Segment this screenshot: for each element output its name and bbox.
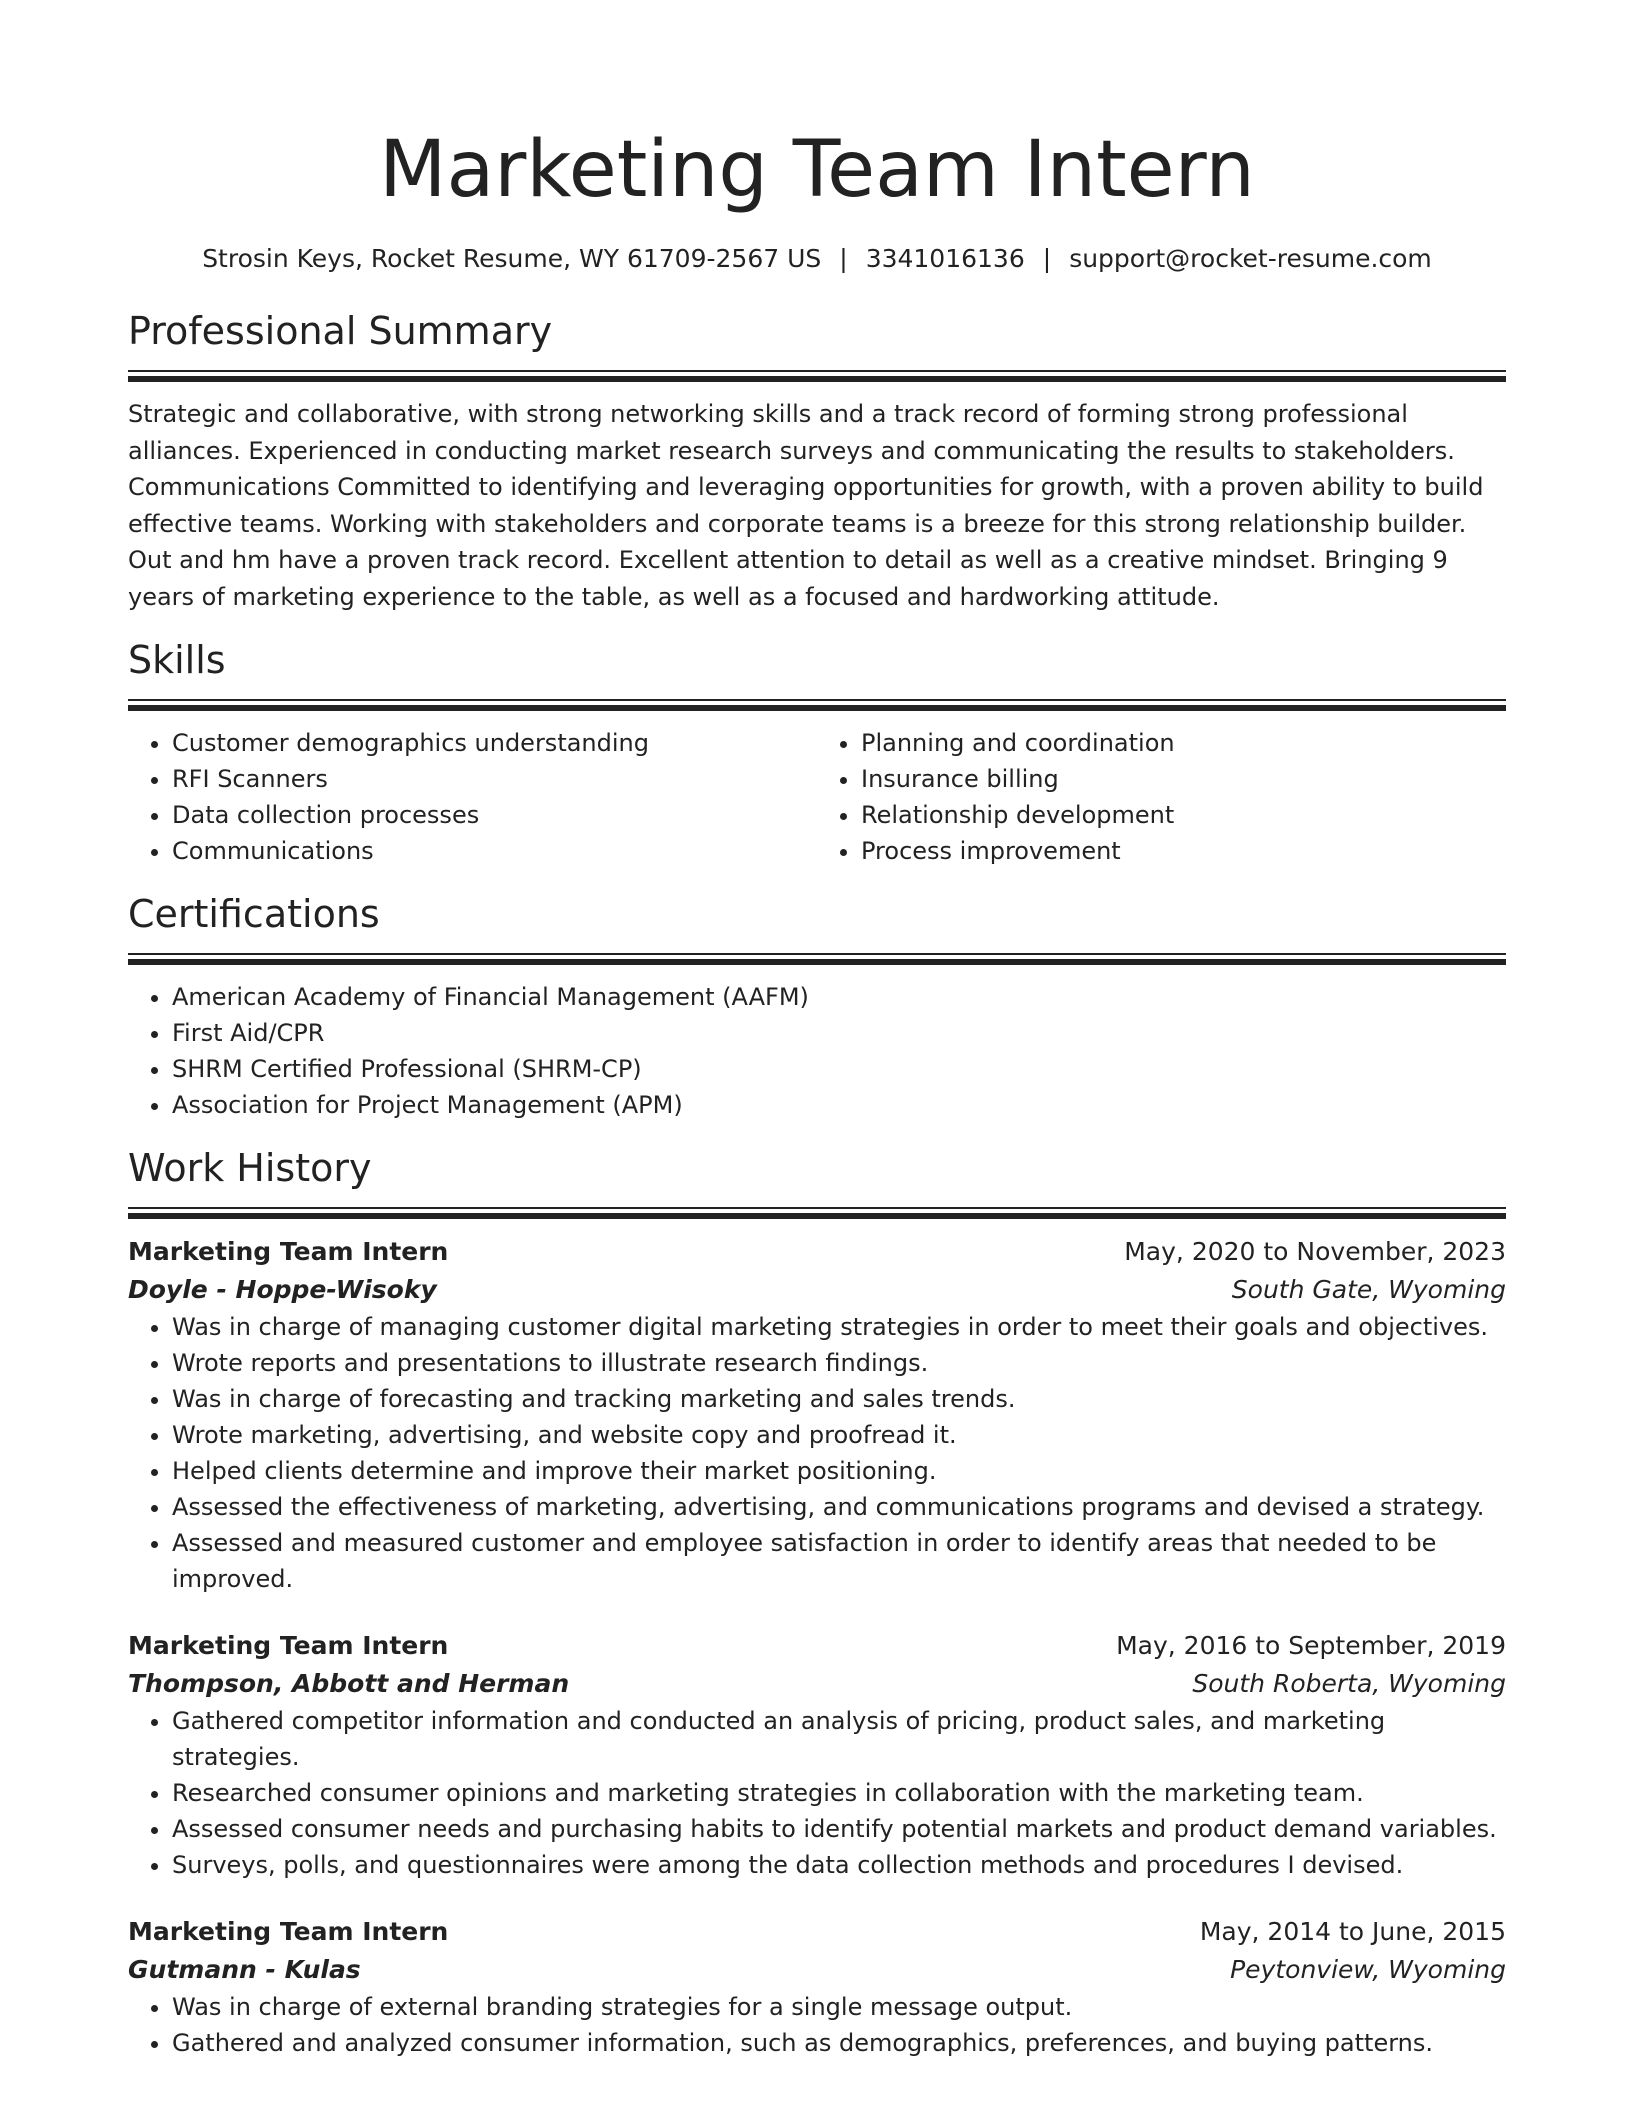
job-bullet: • Was in charge of managing customer digital marketing strategies in order to meet their goals and objectives.: [172, 1309, 1506, 1345]
certification-item: • American Academy of Financial Management (AAFM): [172, 979, 1506, 1015]
certification-item: • SHRM Certified Professional (SHRM-CP): [172, 1051, 1506, 1087]
skills-grid: [128, 725, 1506, 869]
certification-item: • First Aid/CPR: [172, 1015, 1506, 1051]
job-dates: May, 2014 to June, 2015: [1199, 1917, 1506, 1946]
summary-text: Strategic and collaborative, with strong networking skills and a track record of forming strong professional alliances. Experienced in conducting market research surveys and communicating the results to stakeholders. Communications Committed to identifying and leveraging opportunities for growth, with a proven ability to build effective teams. Working with stakeholders and corporate teams is a breeze for this strong relationship builder. Out and hm have a proven track record. Excellent attention to detail as well as a creative mindset. Bringing 9 years of marketing experience to the table, as well as a focused and hardworking attitude.: [128, 400, 1484, 611]
skill-item: • Customer demographics understanding: [172, 725, 817, 761]
section-divider: [128, 1207, 1506, 1219]
job-bullets: [128, 1989, 1506, 2061]
job-location: Peytonview, Wyoming: [1230, 1955, 1506, 1984]
certification-item: • Association for Project Management (APM): [172, 1087, 1506, 1123]
job-bullet: • Gathered competitor information and conducted an analysis of pricing, product sales, and marketing strategies.: [172, 1703, 1506, 1775]
job-bullet: • Assessed consumer needs and purchasing habits to identify potential markets and product demand variables.: [172, 1811, 1506, 1847]
skill-item: • Insurance billing: [861, 761, 1506, 797]
contact-line: [128, 242, 1506, 276]
job-bullet: • Assessed the effectiveness of marketing, advertising, and communications programs and devised a strategy.: [172, 1489, 1506, 1525]
contact-address: Strosin Keys, Rocket Resume, WY 61709-2567 US: [202, 244, 822, 273]
job-dates: May, 2020 to November, 2023: [1124, 1237, 1506, 1266]
job-bullets: [128, 1703, 1506, 1883]
summary-section: [128, 306, 1506, 615]
job-location: South Roberta, Wyoming: [1192, 1669, 1506, 1698]
job-bullet: • Wrote reports and presentations to illustrate research findings.: [172, 1345, 1506, 1381]
job-bullet: • Researched consumer opinions and marketing strategies in collaboration with the marketing team.: [172, 1775, 1506, 1811]
skill-item: • Data collection processes: [172, 797, 817, 833]
job-title: Marketing Team Intern: [128, 1631, 449, 1660]
job-bullet: • Assessed and measured customer and employee satisfaction in order to identify areas that needed to be improved.: [172, 1525, 1506, 1597]
job-entry: [128, 1913, 1506, 2061]
certifications-section: [128, 889, 1506, 1123]
skill-item: • Communications: [172, 833, 817, 869]
job-company-row: [128, 1951, 1506, 1989]
skills-list-right: [817, 725, 1506, 869]
skills-heading: Skills: [128, 638, 226, 682]
skills-section: [128, 635, 1506, 869]
job-bullet: • Surveys, polls, and questionnaires were among the data collection methods and procedures I devised.: [172, 1847, 1506, 1883]
job-header-row: [128, 1913, 1506, 1951]
job-bullet: • Gathered and analyzed consumer information, such as demographics, preferences, and buying patterns.: [172, 2025, 1506, 2061]
work-history-section: [128, 1143, 1506, 2061]
job-company-row: [128, 1665, 1506, 1703]
job-header-row: [128, 1627, 1506, 1665]
job-bullets: [128, 1309, 1506, 1597]
resume-page: [128, 0, 1506, 2061]
certifications-heading: Certifications: [128, 892, 380, 936]
contact-separator: |: [1042, 244, 1052, 273]
job-entry: [128, 1233, 1506, 1597]
contact-phone: 3341016136: [865, 244, 1025, 273]
job-bullet: • Was in charge of forecasting and tracking marketing and sales trends.: [172, 1381, 1506, 1417]
contact-email: support@rocket-resume.com: [1069, 244, 1432, 273]
job-company: Thompson, Abbott and Herman: [128, 1669, 570, 1698]
job-location: South Gate, Wyoming: [1231, 1275, 1506, 1304]
contact-separator: |: [839, 244, 848, 273]
skills-list-left: [128, 725, 817, 869]
job-bullet: • Was in charge of external branding strategies for a single message output.: [172, 1989, 1506, 2025]
work-history-heading: Work History: [128, 1146, 372, 1190]
skill-item: • Process improvement: [861, 833, 1506, 869]
skill-item: • RFI Scanners: [172, 761, 817, 797]
job-entry: [128, 1627, 1506, 1883]
job-company: Doyle - Hoppe-Wisoky: [128, 1275, 437, 1304]
section-divider: [128, 953, 1506, 965]
job-title: Marketing Team Intern: [128, 1917, 449, 1946]
job-company-row: [128, 1271, 1506, 1309]
job-company: Gutmann - Kulas: [128, 1955, 361, 1984]
section-divider: [128, 699, 1506, 711]
job-header-row: [128, 1233, 1506, 1271]
skill-item: • Planning and coordination: [861, 725, 1506, 761]
job-bullet: • Wrote marketing, advertising, and website copy and proofread it.: [172, 1417, 1506, 1453]
summary-heading: Professional Summary: [128, 309, 553, 353]
resume-title: Marketing Team Intern: [379, 125, 1255, 215]
job-dates: May, 2016 to September, 2019: [1116, 1631, 1506, 1660]
skill-item: • Relationship development: [861, 797, 1506, 833]
job-title: Marketing Team Intern: [128, 1237, 449, 1266]
certifications-list: [128, 979, 1506, 1123]
job-bullet: • Helped clients determine and improve their market positioning.: [172, 1453, 1506, 1489]
section-divider: [128, 370, 1506, 382]
